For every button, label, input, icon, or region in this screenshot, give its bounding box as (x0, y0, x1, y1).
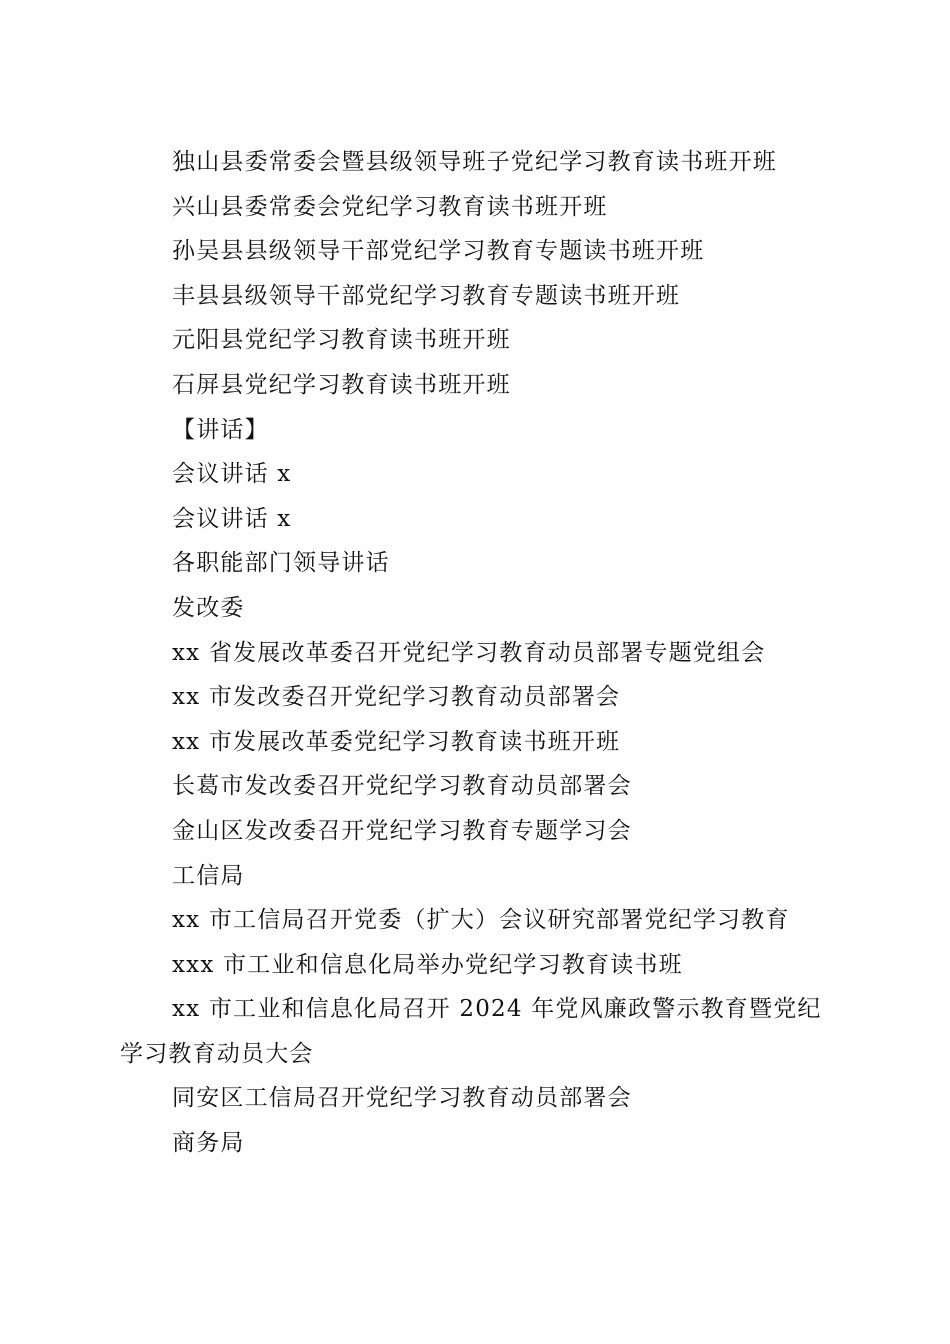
text-line: 元阳县党纪学习教育读书班开班 (172, 327, 511, 354)
section-heading: 【讲话】 (172, 416, 269, 443)
category-label: 商务局 (172, 1130, 245, 1157)
text-line: 独山县委常委会暨县级领导班子党纪学习教育读书班开班 (172, 149, 777, 175)
text-paragraph: xx 市工业和信息化局召开 2024 年党风廉政警示教育暨党纪学习教育动员大会 (120, 996, 822, 1067)
text-line: 兴山县委常委会党纪学习教育读书班开班 (172, 193, 608, 220)
text-line: 同安区工信局召开党纪学习教育动员部署会 (172, 1085, 632, 1112)
text-line: 长葛市发改委召开党纪学习教育动员部署会 (172, 773, 632, 800)
text-line: 丰县县级领导干部党纪学习教育专题读书班开班 (172, 282, 681, 309)
text-line: 孙吴县县级领导干部党纪学习教育专题读书班开班 (172, 238, 705, 265)
text-line: 石屏县党纪学习教育读书班开班 (172, 371, 511, 398)
text-line: xxx 市工业和信息化局举办党纪学习教育读书班 (172, 951, 683, 978)
text-line: xx 市工信局召开党委（扩大）会议研究部署党纪学习教育 (172, 907, 790, 934)
text-line: 会议讲话 x (172, 505, 292, 532)
text-line: 各职能部门领导讲话 (172, 550, 390, 577)
text-line: xx 市发改委召开党纪学习教育动员部署会 (172, 684, 621, 711)
text-line: 会议讲话 x (172, 461, 292, 488)
text-line: 金山区发改委召开党纪学习教育专题学习会 (172, 817, 632, 844)
text-line: xx 省发展改革委召开党纪学习教育动员部署专题党组会 (172, 639, 766, 666)
category-label: 工信局 (172, 862, 245, 889)
text-line: xx 市发展改革委党纪学习教育读书班开班 (172, 728, 621, 755)
document-body (120, 140, 830, 1166)
category-label: 发改委 (172, 594, 245, 621)
